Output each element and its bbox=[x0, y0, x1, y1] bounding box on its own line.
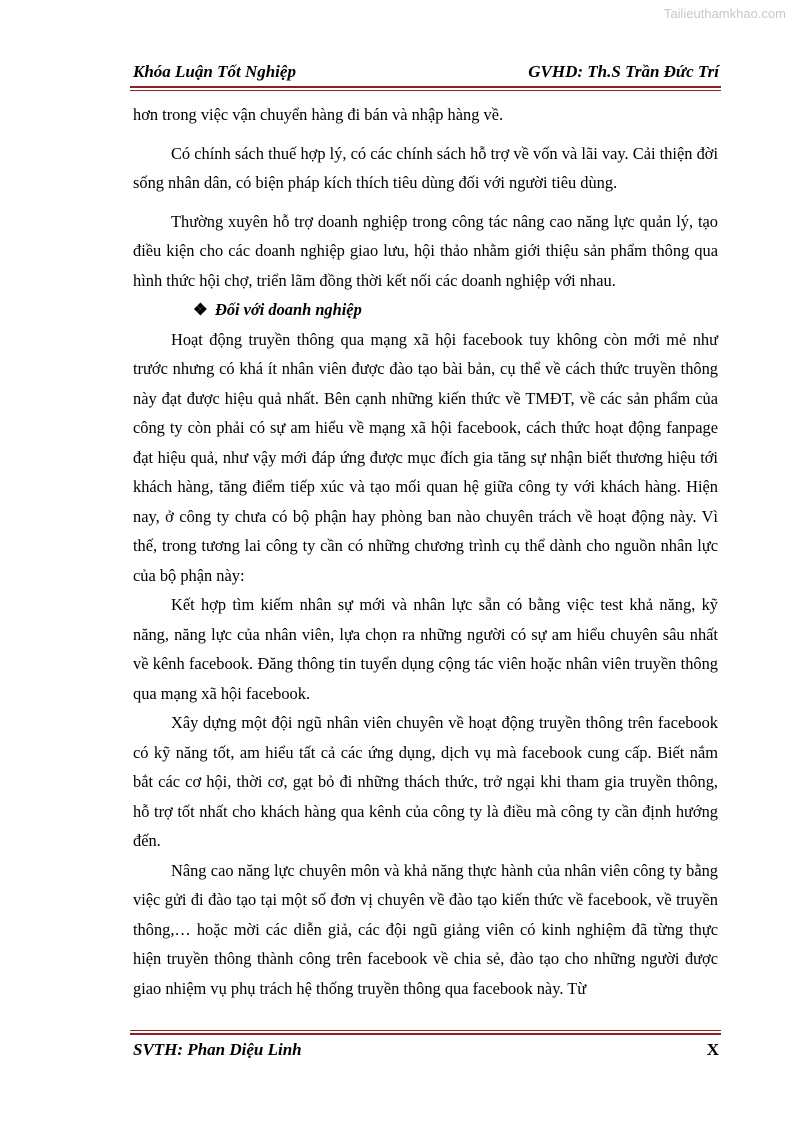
paragraph: Xây dựng một đội ngũ nhân viên chuyên về hoạt động truyền thông trên facebook có kỹ năng tốt, am hiểu tất cả các ứng dụng, dịch vụ mà facebook cung cấp. Biết nắm bắt các cơ hội, thời cơ, gạt bỏ đi những thách thức, trở ngại khi tham gia truyền thông, hỗ trợ tốt nhất cho khách hàng qua kênh của công ty là điều mà công ty cần định hướng đến. bbox=[133, 713, 718, 850]
header-rule-thin bbox=[130, 90, 721, 91]
header-rule bbox=[130, 86, 721, 88]
paragraph: Nâng cao năng lực chuyên môn và khả năng thực hành của nhân viên công ty bằng việc gửi đi đào tạo tại một số đơn vị chuyên về đào tạo kiến thức về facebook, về truyền thông,… hoặc mời các diễn giả, các đội ngũ giảng viên có kinh nghiệm đã từng thực hiện truyền thông thành công trên facebook về chia sẻ, đào tạo cho những người được giao nhiệm vụ phụ trách hệ thống truyền thông qua facebook này. Từ bbox=[133, 860, 718, 998]
page-footer bbox=[133, 1040, 719, 1062]
paragraph: Có chính sách thuế hợp lý, có các chính sách hỗ trợ về vốn và lãi vay. Cải thiện đời sống nhân dân, có biện pháp kích thích tiêu dùng đối với người tiêu dùng. bbox=[133, 143, 718, 192]
paragraph: Hoạt động truyền thông qua mạng xã hội facebook tuy không còn mới mẻ như trước nhưng có khá ít nhân viên được đào tạo bài bản, cụ thể về cách thức truyền thông này đạt được hiệu quả nhất. Bên cạnh những kiến thức về TMĐT, về các sản phẩm của công ty còn phải có sự am hiểu về mạng xã hội facebook, cách thức hoạt động fanpage đạt hiệu quả, như vậy mới đáp ứng được mục đích gia tăng sự nhận biết thương hiệu tới khách hàng, tăng điểm tiếp xúc và tạo mối quan hệ giữa công ty với khách hàng. Hiện nay, ở công ty chưa có bộ phận hay phòng ban nào chuyên trách về hoạt động này. Vì thế, trong tương lai công ty cần có những chương trình cụ thể dành cho nguồn nhân lực của bộ phận này: bbox=[133, 329, 718, 585]
page-number: X bbox=[706, 1040, 719, 1059]
page-header bbox=[133, 62, 719, 84]
diamond-bullet-icon: ❖ bbox=[193, 300, 208, 319]
footer-rule bbox=[130, 1033, 721, 1035]
watermark: Tailieuthamkhao.com bbox=[663, 6, 786, 21]
student-name: SVTH: Phan Diệu Linh bbox=[133, 1040, 302, 1059]
subheading-text: Đối với doanh nghiệp bbox=[215, 300, 362, 319]
supervisor: GVHD: Th.S Trần Đức Trí bbox=[528, 62, 719, 81]
thesis-title: Khóa Luận Tốt Nghiệp bbox=[133, 62, 296, 81]
paragraph: hơn trong việc vận chuyển hàng đi bán và nhập hàng về. bbox=[133, 105, 504, 124]
paragraph: Thường xuyên hỗ trợ doanh nghiệp trong công tác nâng cao năng lực quản lý, tạo điều kiện cho các doanh nghiệp giao lưu, hội thảo nhằm giới thiệu sản phẩm thông qua hình thức hội chợ, triển lãm đồng thời kết nối các doanh nghiệp với nhau. bbox=[133, 211, 718, 290]
section-subheading bbox=[133, 295, 718, 325]
page-body bbox=[133, 100, 718, 1003]
paragraph: Kết hợp tìm kiếm nhân sự mới và nhân lực sẵn có bằng việc test khả năng, kỹ năng, năng lực của nhân viên, lựa chọn ra những người có sự am hiểu chuyên sâu nhất về kênh facebook. Đăng thông tin tuyển dụng cộng tác viên hoặc nhân viên truyền thông qua mạng xã hội facebook. bbox=[133, 595, 718, 703]
footer-rule-thin bbox=[130, 1030, 721, 1031]
